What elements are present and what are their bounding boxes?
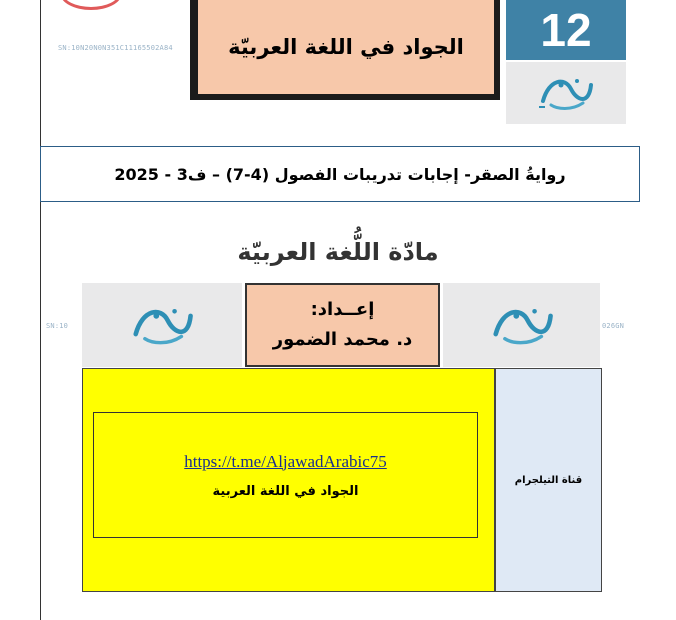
subtitle-text: روايةُ الصقر- إجابات تدريبات الفصول (4-7) – ف3 - 2025 (114, 164, 566, 184)
issue-number-box (506, 0, 626, 60)
aljawad-logo-icon (122, 297, 202, 353)
telegram-link[interactable]: https://t.me/AljawadArabic75 (184, 451, 387, 471)
page-title: الجواد في اللغة العربيّة (228, 35, 464, 59)
serial-watermark: SN:10N20N0N351C11165502A84 (58, 44, 173, 52)
telegram-channel-label: قناة التيلجرام (514, 474, 583, 486)
prepared-by-box (245, 283, 440, 367)
aljawad-logo-icon (531, 69, 601, 117)
red-seal-shape (60, 0, 122, 10)
subject-heading: مادّة اللُّغة العربيّة (237, 238, 439, 266)
telegram-label-cell (495, 368, 602, 592)
author-name: د. محمد الضمور (272, 329, 413, 350)
header-logo (506, 62, 626, 124)
prepared-label: إعــداد: (310, 299, 375, 320)
side-watermark-left: SN:10 (46, 322, 69, 330)
aljawad-logo-icon (482, 297, 562, 353)
page-margin-rule (40, 0, 41, 620)
right-logo (443, 283, 600, 367)
left-logo (82, 283, 242, 367)
issue-number: 12 (540, 4, 592, 56)
title-panel (198, 0, 494, 94)
subtitle-bar (40, 146, 640, 202)
channel-name: الجواد في اللغة العربية (212, 483, 359, 499)
telegram-link-box (93, 412, 478, 538)
side-watermark-right: 026GN (602, 322, 625, 330)
